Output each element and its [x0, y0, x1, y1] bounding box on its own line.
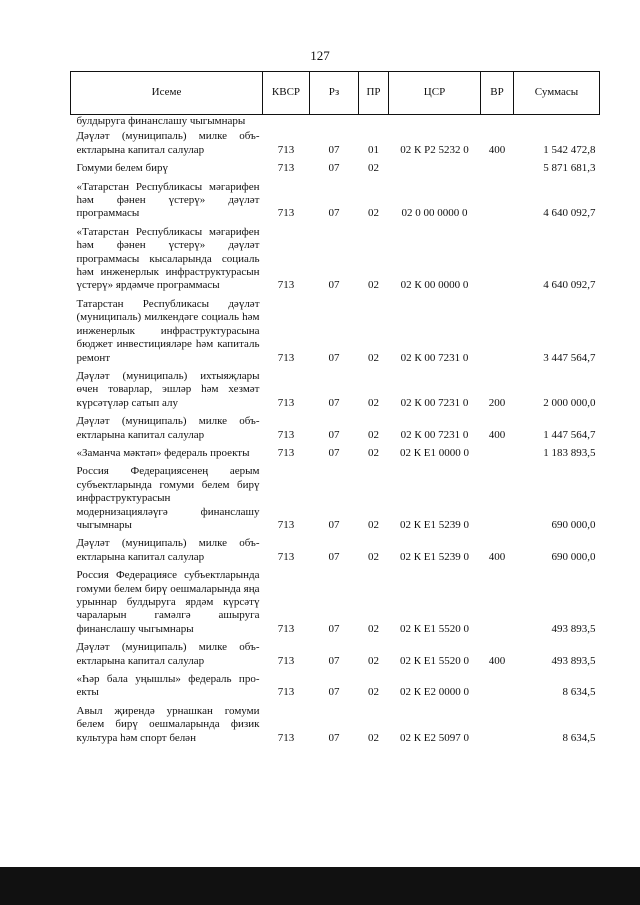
row-vr [481, 703, 514, 748]
row-kvsr: 713 [277, 396, 295, 409]
table-row [71, 224, 600, 296]
row-csr: 02 К E1 5520 0 [399, 622, 470, 635]
table-row [71, 445, 600, 463]
row-vr [481, 160, 514, 178]
row-name: Дәүләт (муниципаль) милке объектларына капитал салулар [76, 537, 260, 563]
row-sum: 8 634,5 [562, 686, 596, 699]
row-vr: 400 [488, 143, 506, 156]
row-name: Дәүләт (муниципаль) ихтыяҗлары өчен товарлар, эшләр һәм хезмәт күрсәтүләр сатып алу [76, 369, 260, 409]
row-sum: 493 893,5 [551, 622, 596, 635]
row-vr [481, 445, 514, 463]
row-csr: 02 К E2 5097 0 [399, 731, 470, 744]
header-pr: ПР [359, 72, 389, 115]
row-vr: 400 [488, 550, 506, 563]
row-kvsr: 713 [277, 686, 295, 699]
row-pr: 02 [368, 654, 379, 667]
row-pr: 02 [368, 686, 379, 699]
row-pr: 02 [368, 162, 379, 175]
row-sum: 493 893,5 [551, 654, 596, 667]
row-rz: 07 [328, 731, 340, 744]
row-name: Авыл җирендә урнашкан гомуми белем бирү оешмаларында физик культура һәм спорт белән [76, 704, 260, 744]
row-name: Россия Федерациясенең аерым субъектларында гомуми белем бирү инфраструктурасын модернизацияләүгә финанслашу чыгымнары [76, 465, 260, 531]
row-vr [481, 224, 514, 296]
row-pr: 02 [368, 550, 379, 563]
row-name: «Татарстан Республикасы мәгарифен һәм фәнен үстерү» дәүләт программасы кысаларында социаль һәм инженерлык инфраструктурасын үстерү» ярдәмче программасы [76, 225, 260, 292]
table-row [71, 128, 600, 160]
row-rz: 07 [328, 143, 340, 156]
row-rz: 07 [328, 351, 340, 364]
row-sum: 690 000,0 [551, 550, 596, 563]
row-rz: 07 [328, 622, 340, 635]
row-name: «Һәр бала уңышлы» федераль проекты [76, 673, 260, 699]
table-row [71, 567, 600, 639]
table-row [71, 535, 600, 567]
row-rz: 07 [328, 162, 340, 175]
row-csr: 02 К 00 7231 0 [400, 428, 469, 441]
row-kvsr: 713 [277, 550, 295, 563]
row-csr [389, 160, 481, 178]
row-vr: 400 [488, 654, 506, 667]
row-rz: 07 [328, 686, 340, 699]
row-rz [310, 115, 359, 129]
row-sum: 2 000 000,0 [543, 396, 596, 409]
row-pr: 02 [368, 518, 379, 531]
budget-table [70, 71, 600, 748]
row-pr: 02 [368, 731, 379, 744]
row-rz: 07 [328, 550, 340, 563]
row-vr [481, 115, 514, 129]
row-name: Гомуми белем бирү [76, 162, 168, 175]
table-row [71, 179, 600, 224]
row-csr: 02 К P2 5232 0 [400, 143, 469, 156]
row-name: Дәүләт (муниципаль) милке объектларына капитал салулар [76, 641, 260, 667]
row-csr [389, 115, 481, 129]
row-name: Россия Федерациясе субъектларында гомуми белем бирү оешмаларында яңа урыннар булдыруга ярдәм күрсәтү чараларын гамәлгә ашыруга финанслашу чыгымнары [76, 569, 260, 635]
row-csr: 02 К E1 0000 0 [399, 446, 470, 459]
row-kvsr: 713 [277, 654, 295, 667]
header-vr: ВР [481, 72, 514, 115]
table-row [71, 296, 600, 368]
row-kvsr: 713 [277, 279, 295, 292]
row-csr: 02 К E2 0000 0 [399, 686, 470, 699]
row-kvsr: 713 [277, 428, 295, 441]
row-pr: 02 [368, 351, 379, 364]
row-sum: 3 447 564,7 [543, 351, 596, 364]
row-pr [359, 115, 389, 129]
row-sum: 690 000,0 [551, 518, 596, 531]
row-name: Дәүләт (муниципаль) милке объектларына капитал салулар [76, 415, 260, 441]
row-csr: 02 К 00 7231 0 [400, 396, 469, 409]
table-row [71, 671, 600, 703]
header-rz: Рз [310, 72, 359, 115]
row-sum: 1 447 564,7 [543, 428, 596, 441]
header-kvsr: КВСР [263, 72, 310, 115]
page-number: 127 [310, 48, 330, 63]
row-kvsr: 713 [277, 731, 295, 744]
header-name: Исеме [71, 72, 263, 115]
row-kvsr: 713 [277, 207, 295, 220]
row-sum: 8 634,5 [562, 731, 596, 744]
row-name: Татарстан Республикасы дәүләт (муниципаль) милкендәге социаль һәм инженерлык инфраструктурасына бюджет инвестицияләре һәм капиталь ремонт [76, 297, 260, 364]
row-kvsr: 713 [277, 518, 295, 531]
row-kvsr: 713 [277, 351, 295, 364]
row-kvsr: 713 [277, 143, 295, 156]
row-csr: 02 К E1 5239 0 [399, 550, 470, 563]
row-rz: 07 [328, 518, 340, 531]
row-csr: 02 К E1 5520 0 [399, 654, 470, 667]
row-name: «Татарстан Республикасы мәгарифен һәм фәнен үстерү» дәүләт программасы [76, 180, 260, 220]
row-vr: 400 [488, 428, 506, 441]
table-row [71, 463, 600, 535]
row-rz: 07 [328, 207, 340, 220]
row-pr: 02 [368, 428, 379, 441]
row-sum: 1 542 472,8 [543, 143, 596, 156]
header-row [71, 72, 600, 115]
row-sum: 4 640 092,7 [543, 279, 596, 292]
row-pr: 02 [368, 622, 379, 635]
row-csr: 02 К E1 5239 0 [399, 518, 470, 531]
table-row [71, 160, 600, 178]
row-kvsr: 713 [277, 162, 295, 175]
row-rz: 07 [328, 428, 340, 441]
row-csr: 02 К 00 0000 0 [400, 279, 469, 292]
row-rz: 07 [328, 446, 340, 459]
row-sum: 1 183 893,5 [543, 446, 596, 459]
table-row [71, 703, 600, 748]
row-vr [481, 179, 514, 224]
row-pr: 02 [368, 446, 379, 459]
row-name: булдыруга финанслашу чыгымнары [76, 115, 246, 127]
row-vr: 200 [488, 396, 506, 409]
row-name: Дәүләт (муниципаль) милке объектларына капитал салулар [76, 130, 260, 156]
header-sum: Суммасы [514, 72, 600, 115]
table-row [71, 413, 600, 445]
row-vr [481, 567, 514, 639]
row-pr: 02 [368, 279, 379, 292]
row-kvsr [263, 115, 310, 129]
row-pr: 02 [368, 396, 379, 409]
row-pr: 02 [368, 207, 379, 220]
row-vr [481, 296, 514, 368]
row-rz: 07 [328, 654, 340, 667]
row-vr [481, 463, 514, 535]
row-rz: 07 [328, 396, 340, 409]
row-kvsr: 713 [277, 446, 295, 459]
row-kvsr: 713 [277, 622, 295, 635]
row-rz: 07 [328, 279, 340, 292]
row-name: «Заманча мәктәп» федераль проекты [76, 446, 250, 459]
row-csr: 02 0 00 0000 0 [401, 207, 468, 220]
row-pr: 01 [368, 143, 379, 156]
row-csr: 02 К 00 7231 0 [400, 351, 469, 364]
row-sum: 5 871 681,3 [543, 162, 596, 175]
row-vr [481, 671, 514, 703]
table-row [71, 639, 600, 671]
row-sum [514, 115, 600, 129]
header-csr: ЦСР [389, 72, 481, 115]
table-row [71, 115, 600, 129]
row-sum: 4 640 092,7 [543, 207, 596, 220]
scan-bottom-border [0, 867, 640, 905]
table-row [71, 368, 600, 413]
